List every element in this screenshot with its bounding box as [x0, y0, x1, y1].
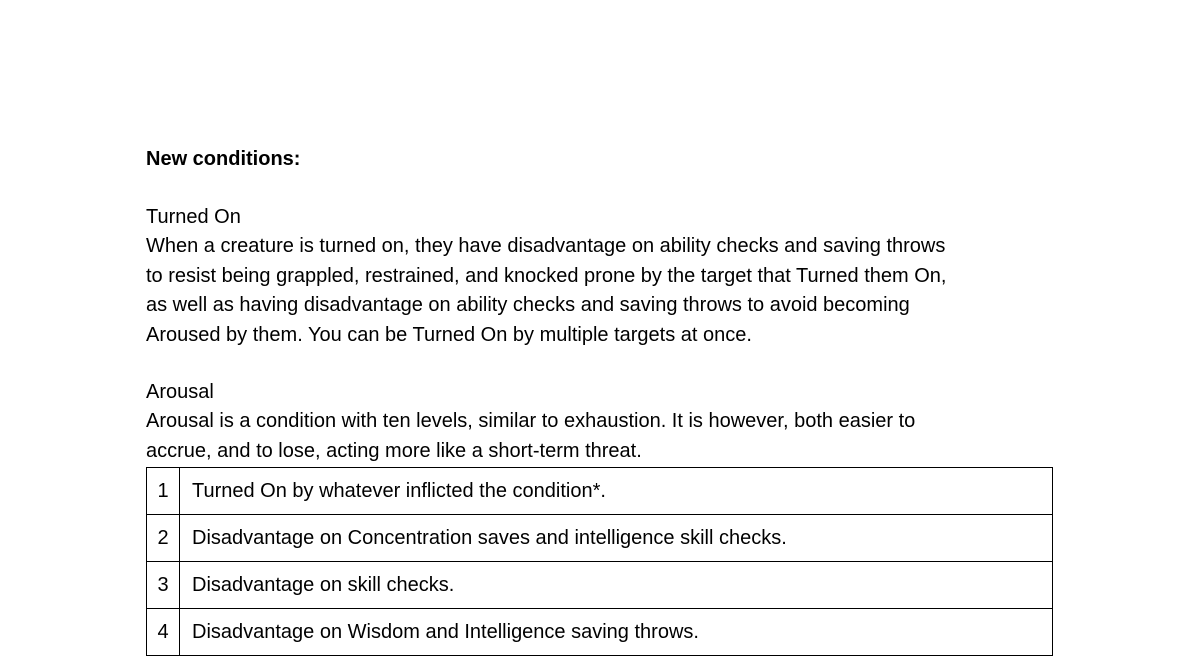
turned-on-title: Turned On — [146, 206, 241, 228]
table-row — [147, 515, 1053, 562]
level-effect: Disadvantage on skill checks. — [180, 562, 1053, 609]
paragraph-line: accrue, and to lose, acting more like a short-term threat. — [146, 439, 642, 462]
paragraph-line: to resist being grappled, restrained, and knocked prone by the target that Turned them On, — [146, 264, 947, 287]
paragraph-line: Aroused by them. You can be Turned On by multiple targets at once. — [146, 323, 752, 346]
table-row — [147, 562, 1053, 609]
arousal-paragraph — [146, 407, 1046, 466]
level-effect: Disadvantage on Wisdom and Intelligence saving throws. — [180, 609, 1053, 656]
level-number: 3 — [147, 562, 180, 609]
paragraph-line: When a creature is turned on, they have disadvantage on ability checks and saving throws — [146, 235, 946, 257]
paragraph-line: Arousal is a condition with ten levels, similar to exhaustion. It is however, both easier to — [146, 410, 916, 432]
arousal-title: Arousal — [146, 381, 214, 403]
paragraph-line: as well as having disadvantage on ability checks and saving throws to avoid becoming — [146, 294, 910, 316]
level-number: 2 — [147, 515, 180, 562]
level-effect: Disadvantage on Concentration saves and intelligence skill checks. — [180, 515, 1053, 562]
section-heading: New conditions: — [146, 148, 301, 170]
arousal-levels-table — [146, 467, 1053, 656]
level-number: 1 — [147, 468, 180, 515]
level-number: 4 — [147, 609, 180, 656]
table-row — [147, 609, 1053, 656]
document-page — [146, 0, 1054, 643]
table-row — [147, 468, 1053, 515]
level-effect: Turned On by whatever inflicted the condition*. — [180, 468, 1053, 515]
turned-on-paragraph — [146, 232, 1046, 350]
